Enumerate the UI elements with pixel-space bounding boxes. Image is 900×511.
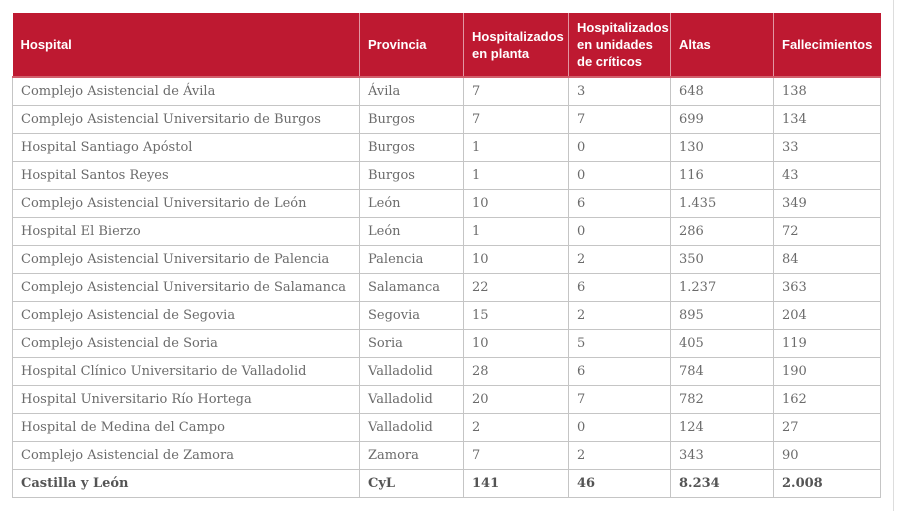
cell-fallecimientos: 84 <box>774 246 881 274</box>
cell-hospital: Hospital Clínico Universitario de Valladolid <box>13 358 360 386</box>
column-header-hospital: Hospital <box>13 13 360 77</box>
cell-fallecimientos: 190 <box>774 358 881 386</box>
table-footer <box>13 470 881 498</box>
cell-fallecimientos: 90 <box>774 442 881 470</box>
cell-hospitalizados-planta: 7 <box>464 77 569 106</box>
cell-hospital: Complejo Asistencial de Soria <box>13 330 360 358</box>
cell-hospital: Hospital Santiago Apóstol <box>13 134 360 162</box>
cell-hospital: Complejo Asistencial Universitario de Salamanca <box>13 274 360 302</box>
cell-hospitalizados-planta: 10 <box>464 330 569 358</box>
column-header-hospitalizados-criticos: Hospitalizados en unidades de críticos <box>569 13 671 77</box>
cell-altas: 699 <box>671 106 774 134</box>
cell-hospitalizados-criticos: 2 <box>569 246 671 274</box>
cell-fallecimientos: 162 <box>774 386 881 414</box>
cell-hospitalizados-planta: 28 <box>464 358 569 386</box>
column-header-hospitalizados-planta: Hospitalizados en planta <box>464 13 569 77</box>
column-header-provincia: Provincia <box>360 13 464 77</box>
cell-hospitalizados-planta: 1 <box>464 162 569 190</box>
cell-hospitalizados-criticos: 6 <box>569 274 671 302</box>
header-row <box>13 13 881 77</box>
cell-fallecimientos: 27 <box>774 414 881 442</box>
total-cell-fallecimientos: 2.008 <box>774 470 881 498</box>
cell-hospitalizados-criticos: 5 <box>569 330 671 358</box>
total-cell-hospitalizados-criticos: 46 <box>569 470 671 498</box>
cell-hospitalizados-planta: 7 <box>464 442 569 470</box>
total-cell-provincia: CyL <box>360 470 464 498</box>
cell-provincia: Ávila <box>360 77 464 106</box>
cell-hospitalizados-criticos: 2 <box>569 442 671 470</box>
cell-hospital: Hospital Universitario Río Hortega <box>13 386 360 414</box>
total-cell-altas: 8.234 <box>671 470 774 498</box>
hospital-data-table <box>12 13 881 498</box>
cell-provincia: Valladolid <box>360 386 464 414</box>
cell-fallecimientos: 33 <box>774 134 881 162</box>
table-row <box>13 302 881 330</box>
column-header-altas: Altas <box>671 13 774 77</box>
cell-altas: 895 <box>671 302 774 330</box>
cell-hospitalizados-planta: 7 <box>464 106 569 134</box>
cell-fallecimientos: 134 <box>774 106 881 134</box>
cell-hospital: Hospital Santos Reyes <box>13 162 360 190</box>
table-row <box>13 358 881 386</box>
cell-provincia: Soria <box>360 330 464 358</box>
cell-hospitalizados-planta: 22 <box>464 274 569 302</box>
cell-hospital: Complejo Asistencial de Ávila <box>13 77 360 106</box>
table-row <box>13 414 881 442</box>
cell-hospitalizados-planta: 10 <box>464 190 569 218</box>
cell-hospital: Complejo Asistencial Universitario de Burgos <box>13 106 360 134</box>
cell-provincia: Valladolid <box>360 414 464 442</box>
table-row <box>13 274 881 302</box>
cell-hospital: Complejo Asistencial de Segovia <box>13 302 360 330</box>
cell-altas: 350 <box>671 246 774 274</box>
table-row <box>13 190 881 218</box>
cell-hospital: Hospital de Medina del Campo <box>13 414 360 442</box>
total-cell-hospitalizados-planta: 141 <box>464 470 569 498</box>
cell-provincia: Valladolid <box>360 358 464 386</box>
cell-altas: 1.435 <box>671 190 774 218</box>
table-row <box>13 134 881 162</box>
table-body <box>13 77 881 470</box>
cell-provincia: León <box>360 190 464 218</box>
cell-fallecimientos: 72 <box>774 218 881 246</box>
cell-altas: 116 <box>671 162 774 190</box>
cell-hospitalizados-planta: 10 <box>464 246 569 274</box>
cell-hospitalizados-planta: 1 <box>464 134 569 162</box>
cell-hospital: Complejo Asistencial de Zamora <box>13 442 360 470</box>
cell-altas: 784 <box>671 358 774 386</box>
table-row <box>13 218 881 246</box>
cell-altas: 124 <box>671 414 774 442</box>
cell-provincia: León <box>360 218 464 246</box>
cell-hospitalizados-criticos: 2 <box>569 302 671 330</box>
cell-hospitalizados-criticos: 0 <box>569 414 671 442</box>
cell-fallecimientos: 204 <box>774 302 881 330</box>
cell-hospital: Complejo Asistencial Universitario de León <box>13 190 360 218</box>
table-row <box>13 106 881 134</box>
cell-altas: 782 <box>671 386 774 414</box>
cell-altas: 1.237 <box>671 274 774 302</box>
cell-altas: 648 <box>671 77 774 106</box>
cell-hospitalizados-criticos: 0 <box>569 162 671 190</box>
cell-altas: 343 <box>671 442 774 470</box>
page-edge-divider <box>893 0 894 511</box>
cell-provincia: Burgos <box>360 106 464 134</box>
cell-altas: 405 <box>671 330 774 358</box>
cell-hospitalizados-planta: 2 <box>464 414 569 442</box>
cell-hospitalizados-criticos: 7 <box>569 106 671 134</box>
cell-hospitalizados-planta: 1 <box>464 218 569 246</box>
cell-provincia: Burgos <box>360 134 464 162</box>
cell-hospital: Complejo Asistencial Universitario de Palencia <box>13 246 360 274</box>
cell-hospitalizados-planta: 15 <box>464 302 569 330</box>
cell-fallecimientos: 363 <box>774 274 881 302</box>
table-row <box>13 386 881 414</box>
cell-hospitalizados-criticos: 0 <box>569 218 671 246</box>
total-cell-hospital: Castilla y León <box>13 470 360 498</box>
cell-provincia: Segovia <box>360 302 464 330</box>
cell-provincia: Zamora <box>360 442 464 470</box>
table-header <box>13 13 881 77</box>
cell-hospitalizados-criticos: 3 <box>569 77 671 106</box>
cell-hospitalizados-criticos: 6 <box>569 190 671 218</box>
table-row <box>13 162 881 190</box>
cell-provincia: Palencia <box>360 246 464 274</box>
hospitals-table <box>12 13 881 498</box>
cell-hospitalizados-criticos: 6 <box>569 358 671 386</box>
cell-altas: 130 <box>671 134 774 162</box>
table-row <box>13 330 881 358</box>
cell-fallecimientos: 119 <box>774 330 881 358</box>
table-row <box>13 246 881 274</box>
cell-fallecimientos: 43 <box>774 162 881 190</box>
total-row <box>13 470 881 498</box>
cell-fallecimientos: 349 <box>774 190 881 218</box>
column-header-fallecimientos: Fallecimientos <box>774 13 881 77</box>
cell-hospital: Hospital El Bierzo <box>13 218 360 246</box>
cell-hospitalizados-planta: 20 <box>464 386 569 414</box>
table-row <box>13 77 881 106</box>
cell-fallecimientos: 138 <box>774 77 881 106</box>
table-row <box>13 442 881 470</box>
cell-hospitalizados-criticos: 0 <box>569 134 671 162</box>
cell-provincia: Salamanca <box>360 274 464 302</box>
cell-provincia: Burgos <box>360 162 464 190</box>
cell-altas: 286 <box>671 218 774 246</box>
cell-hospitalizados-criticos: 7 <box>569 386 671 414</box>
